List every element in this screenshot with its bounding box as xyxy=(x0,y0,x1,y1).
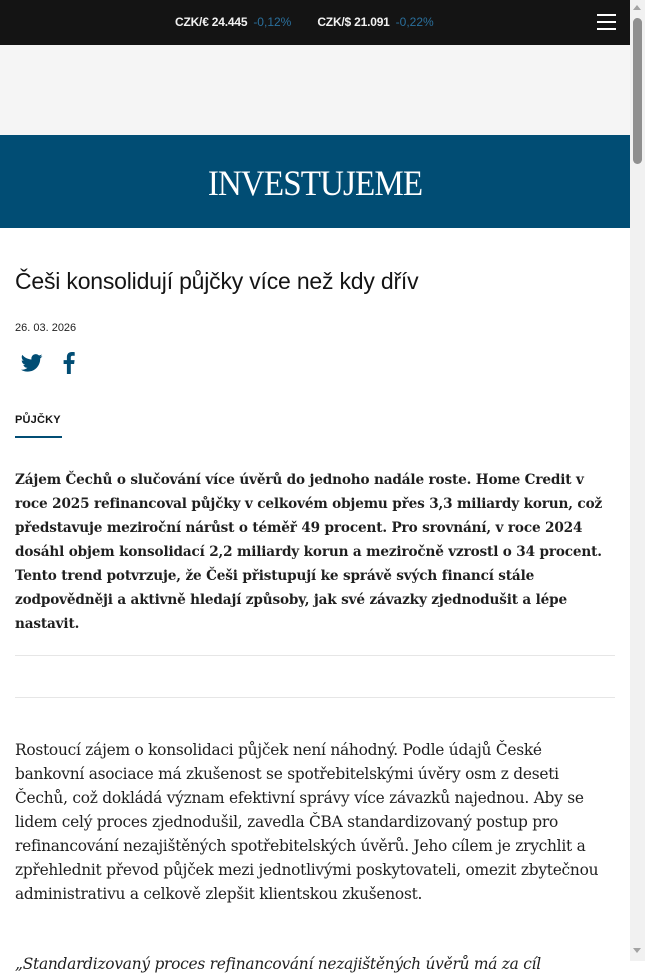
scroll-down-arrow-icon[interactable] xyxy=(633,948,641,953)
top-bar xyxy=(0,0,630,45)
brand-banner xyxy=(0,135,630,228)
rate-usd-change: -0,22% xyxy=(395,15,434,29)
category-tag[interactable]: PŮJČKY xyxy=(15,414,61,426)
twitter-icon[interactable] xyxy=(21,354,43,372)
hamburger-menu-icon[interactable] xyxy=(597,13,616,30)
ad-placeholder xyxy=(0,45,630,135)
category-tag-underline xyxy=(15,436,62,438)
vertical-scrollbar[interactable] xyxy=(630,0,645,961)
scroll-thumb[interactable] xyxy=(633,18,642,164)
menu-line xyxy=(597,14,616,16)
menu-line xyxy=(597,21,616,23)
menu-line xyxy=(597,28,616,30)
article-title: Češi konsolidují půjčky více než kdy dřív xyxy=(15,268,419,294)
article-paragraph: Rostoucí zájem o konsolidaci půjček není náhodný. Podle údajů České bankovní asociace má zkušenost se spotřebitelskými úvěry osm z deseti Čechů, což dokládá význam efektivní správy více závazků najednou. Aby se lidem celý proces zjednodušil, zavedla ČBA standardizovaný postup pro refinancování nezajištěných spotřebitelských úvěrů. Jeho cílem je zrychlit a zpřehlednit převod půjček mezi jednotlivými poskytovateli, omezit zbytečnou administrativu a celkově zlepšit klientskou zkušenost. xyxy=(15,741,599,903)
facebook-icon[interactable] xyxy=(63,352,75,374)
rate-eur-value: CZK/€ 24.445 xyxy=(175,15,248,29)
scroll-up-arrow-icon[interactable] xyxy=(633,5,641,10)
divider xyxy=(15,697,615,698)
rate-usd-value: CZK/$ 21.091 xyxy=(317,15,390,29)
article-perex: Zájem Čechů o slučování více úvěrů do jednoho nadále roste. Home Credit v roce 2025 refinancoval půjčky v celkovém objemu přes 3,3 miliardy korun, což představuje meziroční nárůst o téměř 49 procent. Pro srovnání, v roce 2024 dosáhl objem konsolidací 2,2 miliardy korun a meziročně vzrostl o 34 procent. Tento trend potvrzuje, že Češi přistupují ke správě svých financí stále zodpovědněji a aktivně hledají způsoby, jak své závazky zjednodušit a lépe nastavit. xyxy=(15,472,603,632)
divider xyxy=(15,655,615,656)
article-date: 26. 03. 2026 xyxy=(15,322,77,334)
exchange-rates xyxy=(175,15,434,29)
rate-usd[interactable] xyxy=(317,15,433,29)
article-quote: „Standardizovaný proces refinancování nezajištěných úvěrů má za cíl xyxy=(15,955,541,973)
share-buttons xyxy=(21,352,75,374)
site-logo[interactable]: INVESTUJEME xyxy=(207,162,423,203)
rate-eur[interactable] xyxy=(175,15,291,29)
rate-eur-change: -0,12% xyxy=(253,15,292,29)
